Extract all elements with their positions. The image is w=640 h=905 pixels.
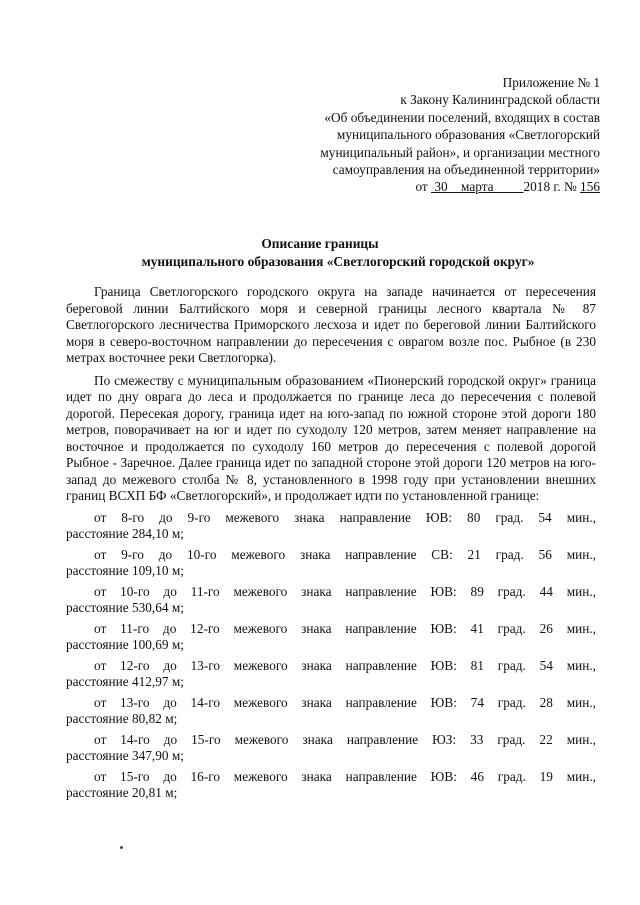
date-day: 30 [434, 179, 448, 195]
date-month: марта [461, 179, 494, 195]
boundary-direction: от 15-го до 16-го межевого знака направление ЮВ: 46 град. 19 мин., [94, 768, 596, 784]
header-line: «Об объединении поселений, входящих в состав [324, 109, 600, 125]
boundary-distance: расстояние 20,81 м; [66, 785, 178, 800]
boundary-point [66, 547, 596, 580]
boundary-distance: расстояние 109,10 м; [66, 563, 184, 578]
boundary-point [66, 584, 596, 617]
boundary-point [66, 510, 596, 543]
date-year: 2018 г. № [523, 179, 577, 195]
boundary-direction: от 11-го до 12-го межевого знака направление ЮВ: 41 град. 26 мин., [94, 620, 596, 636]
boundary-direction: от 9-го до 10-го межевого знака направление СВ: 21 град. 56 мин., [94, 546, 596, 562]
boundary-distance: расстояние 412,97 м; [66, 674, 184, 689]
law-date-line [260, 178, 600, 195]
boundary-direction: от 10-го до 11-го межевого знака направление ЮВ: 89 град. 44 мин., [94, 583, 596, 599]
document-title [0, 235, 640, 271]
boundary-distance: расстояние 347,90 м; [66, 748, 184, 763]
document-body [66, 284, 596, 806]
boundary-direction: от 14-го до 15-го межевого знака направление ЮЗ: 33 град. 22 мин., [94, 731, 596, 747]
boundary-point [66, 732, 596, 765]
paragraph-western-boundary: Граница Светлогорского городского округа на западе начинается от пересечения береговой линии Балтийского моря и северной границы лесного квартала № 87 Светлогорского лесничества Приморского лесхоза и идет по береговой линии Балтийского моря в северо-восточном направлении до пересечения с оврагом возле пос. Рыбное (в 230 метрах восточнее реки Светлогорка). [66, 284, 596, 365]
boundary-distance: расстояние 80,82 м; [66, 711, 178, 726]
title-line-1: Описание границы [261, 236, 379, 251]
appendix-header [260, 74, 600, 196]
boundary-point [66, 658, 596, 691]
boundary-point [66, 769, 596, 802]
boundary-direction: от 8-го до 9-го межевого знака направление ЮВ: 80 град. 54 мин., [94, 509, 596, 525]
title-line-2: муниципального образования «Светлогорский городской округ» [141, 254, 535, 269]
boundary-direction: от 13-го до 14-го межевого знака направление ЮВ: 74 град. 28 мин., [94, 694, 596, 710]
boundary-direction: от 12-го до 13-го межевого знака направление ЮВ: 81 град. 54 мин., [94, 657, 596, 673]
boundary-point [66, 695, 596, 728]
boundary-distance: расстояние 100,69 м; [66, 637, 184, 652]
paragraph-pionersky-boundary: По смежеству с муниципальным образованием «Пионерский городской округ» граница идет по дну оврага до леса и продолжается по границе леса до пересечения с полевой дорогой. Пересекая дорогу, граница идет на юго-запад по южной стороне этой дороги 180 метров, поворачивает на юг и идет по суходолу 120 метров, затем меняет направление на восточное и продолжается по суходолу 160 метров до пересечения с полевой дорогой Рыбное - Заречное. Далее граница идет по западной стороне этой дороги 120 метров на юго-запад до межевого столба № 8, установленного в 1998 году при установлении внешних границ ВСХП БФ «Светлогорский», и продолжает идти по установленной границе: [66, 372, 596, 503]
boundary-point [66, 621, 596, 654]
law-number: 156 [580, 179, 600, 195]
header-line: самоуправления на объединенной территории» [332, 162, 600, 178]
header-line: к Закону Калининградской области [400, 92, 600, 108]
header-line: муниципального образования «Светлогорский [336, 127, 600, 143]
header-line: Приложение № 1 [502, 75, 600, 90]
date-prefix: от [415, 179, 428, 195]
header-line: муниципальный район», и организации местного [320, 144, 600, 160]
boundary-distance: расстояние 530,64 м; [66, 600, 184, 615]
boundary-distance: расстояние 284,10 м; [66, 526, 184, 541]
scan-speck [120, 846, 123, 849]
